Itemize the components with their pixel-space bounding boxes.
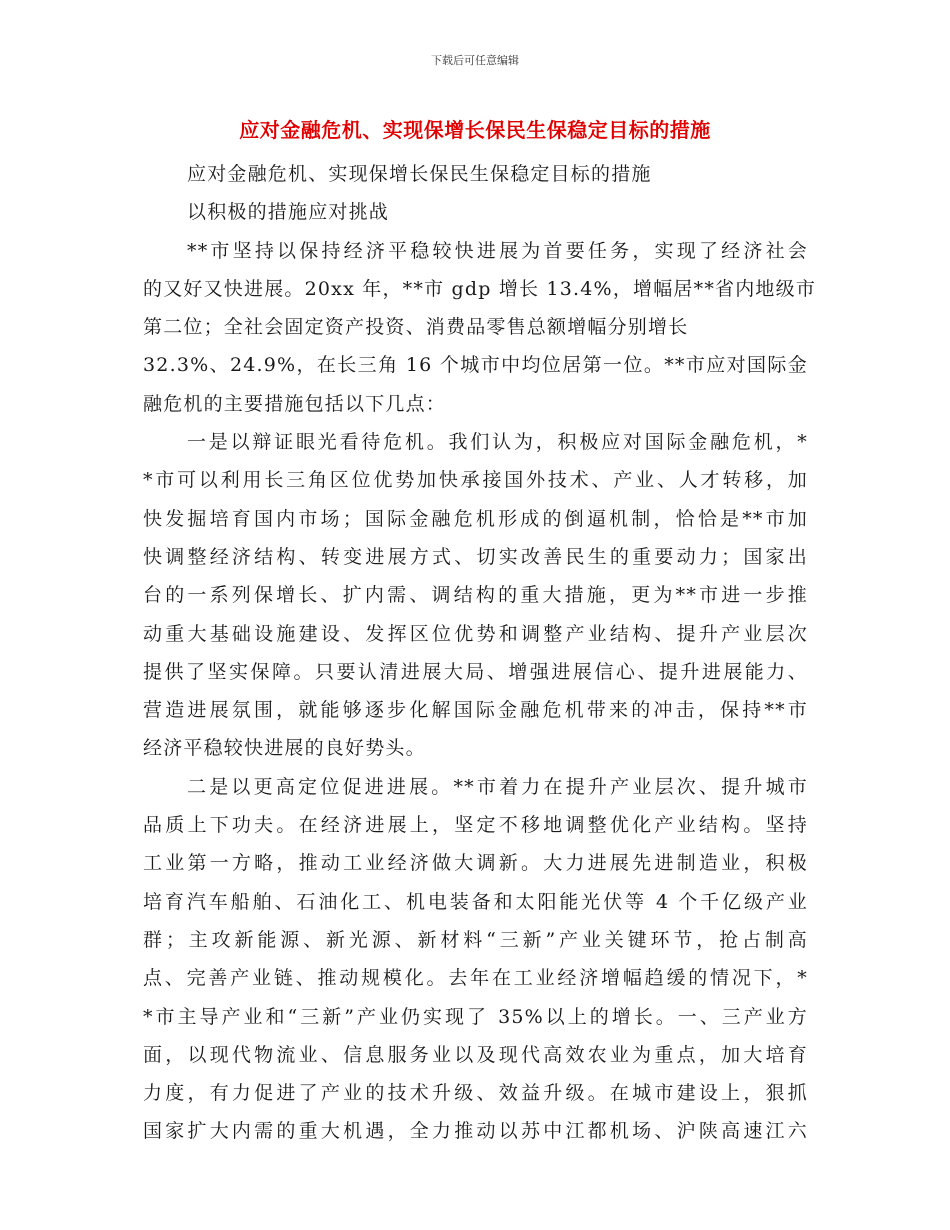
body-text-line: 培育汽车船舶、石油化工、机电装备和太阳能光伏等 4 个千亿级产业: [143, 890, 808, 913]
body-text-line: 以积极的措施应对挑战: [187, 201, 390, 224]
body-text-line: 第二位；全社会固定资产投资、消费品零售总额增幅分别增长: [143, 316, 689, 339]
body-text-line: 的又好又快进展。20xx 年，**市 gdp 增长 13.4%，增幅居**省内地级市: [143, 277, 817, 300]
header-note: 下载后可任意编辑: [431, 54, 519, 67]
body-text-line: 32.3%、24.9%，在长三角 16 个城市中均位居第一位。**市应对国际金: [143, 354, 808, 377]
body-text-line: 快发掘培育国内市场；国际金融危机形成的倒逼机制，恰恰是**市加: [143, 507, 808, 530]
body-text-line: 快调整经济结构、转变进展方式、切实改善民生的重要动力；国家出: [143, 545, 808, 568]
body-text-line: 点、完善产业链、推动规模化。去年在工业经济增幅趋缓的情况下，*: [143, 967, 808, 990]
body-text-line: 二是以更高定位促进进展。**市着力在提升产业层次、提升城市: [187, 775, 808, 798]
body-text-line: 台的一系列保增长、扩内需、调结构的重大措施，更为**市进一步推: [143, 584, 808, 607]
body-text-line: 提供了坚实保障。只要认清进展大局、增强进展信心、提升进展能力、: [143, 660, 808, 683]
body-text-line: 面，以现代物流业、信息服务业以及现代高效农业为重点，加大培育: [143, 1043, 808, 1066]
body-text-line: 一是以辩证眼光看待危机。我们认为，积极应对国际金融危机，*: [187, 431, 808, 454]
body-text-line: 营造进展氛围，就能够逐步化解国际金融危机带来的冲击，保持**市: [143, 699, 808, 722]
body-text-line: 经济平稳较快进展的良好势头。: [143, 737, 426, 760]
body-text-line: 力度，有力促进了产业的技术升级、效益升级。在城市建设上，狠抓: [143, 1082, 808, 1105]
body-text-line: 动重大基础设施建设、发挥区位优势和调整产业结构、提升产业层次: [143, 622, 808, 645]
document-title: 应对金融危机、实现保增长保民生保稳定目标的措施: [239, 118, 711, 142]
body-text-line: 融危机的主要措施包括以下几点：: [143, 392, 447, 415]
body-text-line: 国家扩大内需的重大机遇，全力推动以苏中江都机场、沪陕高速江六: [143, 1120, 808, 1143]
body-text-line: 应对金融危机、实现保增长保民生保稳定目标的措施: [187, 163, 652, 185]
body-text-line: **市坚持以保持经济平稳较快进展为首要任务，实现了经济社会: [187, 239, 808, 262]
body-text-line: *市可以利用长三角区位优势加快承接国外技术、产业、人才转移，加: [143, 469, 808, 492]
body-text-line: 群；主攻新能源、新光源、新材料“三新”产业关键环节，抢占制高: [143, 928, 808, 951]
document-body: [143, 155, 817, 1151]
body-text-line: *市主导产业和“三新”产业仍实现了 35%以上的增长。一、三产业方: [143, 1005, 808, 1028]
body-text-line: 品质上下功夫。在经济进展上，坚定不移地调整优化产业结构。坚持: [143, 814, 808, 837]
body-text-line: 工业第一方略，推动工业经济做大调新。大力进展先进制造业，积极: [143, 852, 808, 875]
